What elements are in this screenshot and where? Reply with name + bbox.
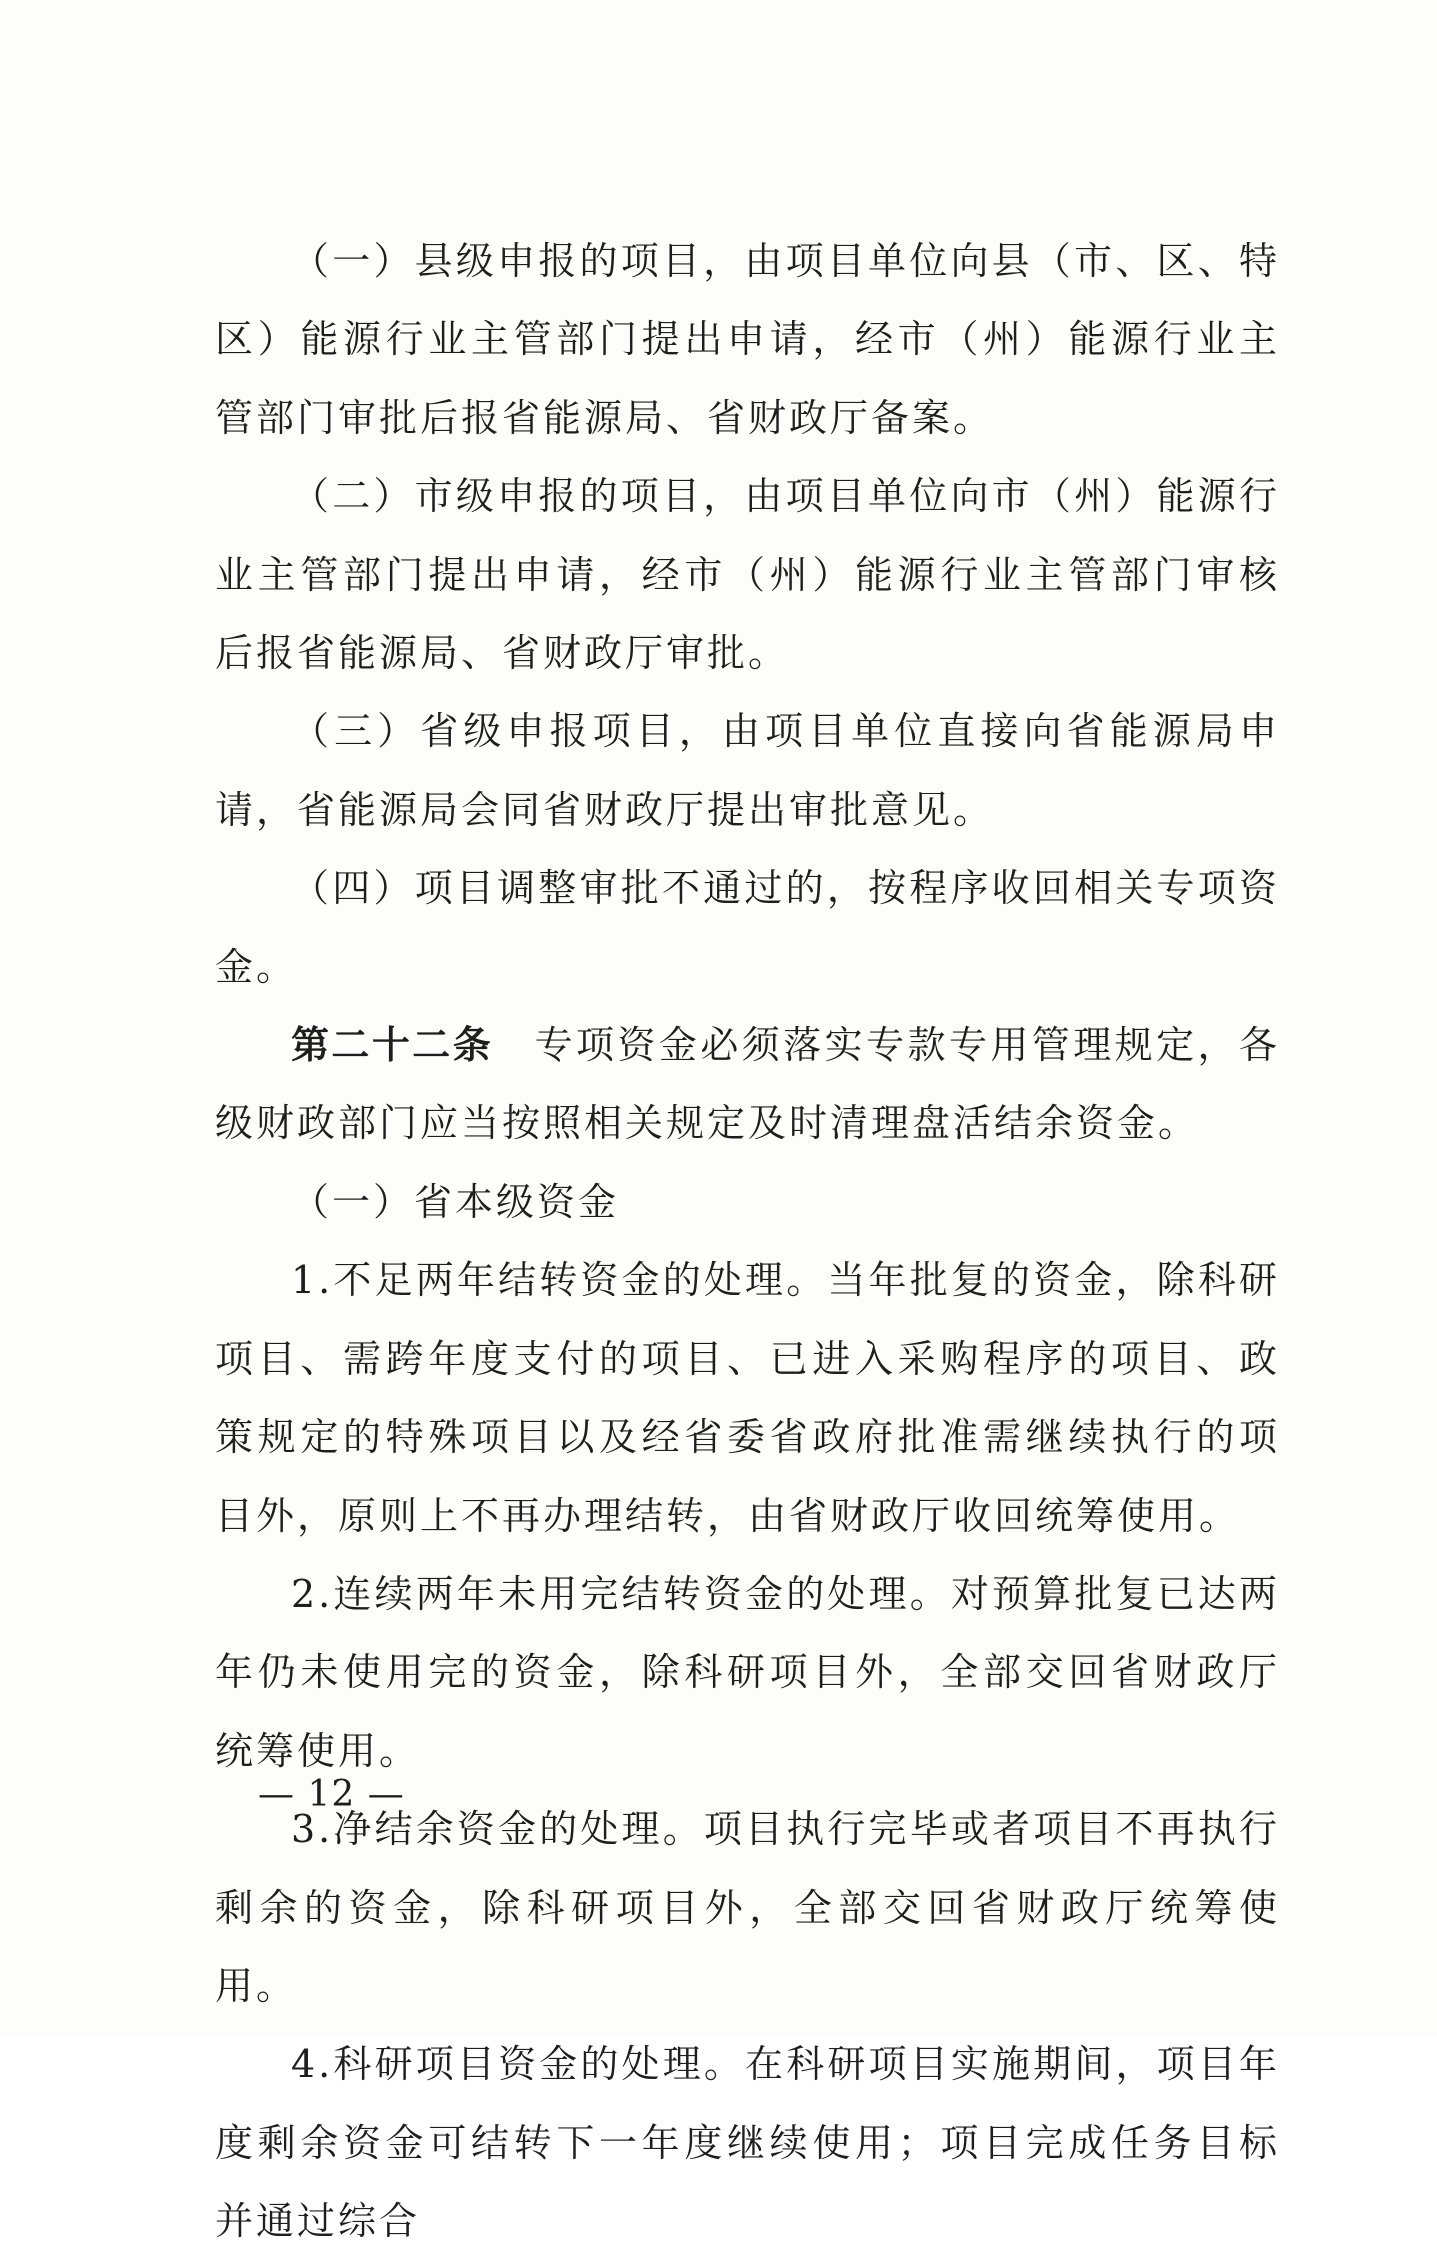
paragraph-provincial-funds: （一）省本级资金 <box>291 1179 620 1224</box>
paragraph-province-level: （三）省级申报项目，由项目单位直接向省能源局申请，省能源局会同省财政厅提出审批意见。 <box>215 709 1280 832</box>
paragraph-city-level: （二）市级申报的项目，由项目单位向市（州）能源行业主管部门提出申请，经市（州）能源行业主管部门审核后报省能源局、省财政厅审批。 <box>215 474 1280 676</box>
paragraph-county-level: （一）县级申报的项目，由项目单位向县（市、区、特区）能源行业主管部门提出申请，经市（州）能源行业主管部门审批后报省能源局、省财政厅备案。 <box>215 239 1280 440</box>
paragraph-not-approved: （四）项目调整审批不通过的，按程序收回相关专项资金。 <box>215 866 1280 989</box>
article-22 <box>215 1006 1280 1163</box>
page-number: — 12 — <box>258 1774 405 1815</box>
document-body <box>215 222 1280 2261</box>
paragraph-item-1: 1.不足两年结转资金的处理。当年批复的资金，除科研项目、需跨年度支付的项目、已进入采购程序的项目、政策规定的特殊项目以及经省委省政府批准需继续执行的项目外，原则上不再办理结转，由省财政厅收回统筹使用。 <box>215 1258 1280 1538</box>
paragraph-item-2: 2.连续两年未用完结转资金的处理。对预算批复已达两年仍未使用完的资金，除科研项目外，全部交回省财政厅统筹使用。 <box>215 1571 1280 1773</box>
article-heading: 第二十二条 <box>291 1022 494 1068</box>
paragraph-item-4: 4.科研项目资金的处理。在科研项目实施期间，项目年度剩余资金可结转下一年度继续使用；项目完成任务目标并通过综合 <box>215 2042 1280 2244</box>
article-text: 专项资金必须落实专款专用管理规定，各级财政部门应当按照相关规定及时清理盘活结余资金。 <box>215 1023 1280 1146</box>
paragraph-item-3: 3.净结余资金的处理。项目执行完毕或者项目不再执行剩余的资金，除科研项目外，全部交回省财政厅统筹使用。 <box>215 1807 1280 2008</box>
